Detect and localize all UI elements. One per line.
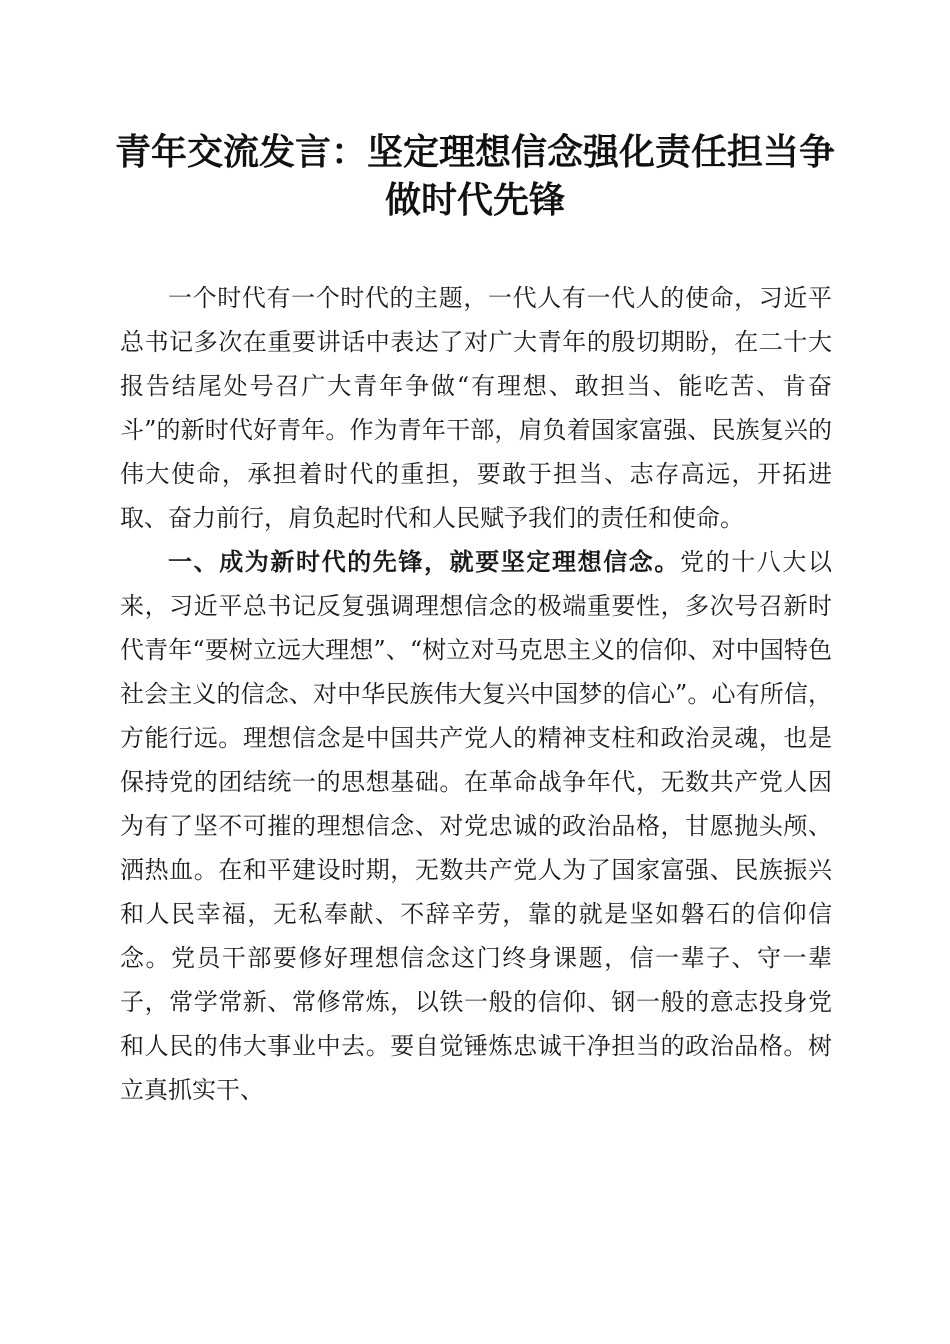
intro-paragraph (120, 276, 832, 540)
section-1-paragraph (120, 540, 832, 1112)
document-body (120, 276, 832, 1112)
document-title (80, 128, 870, 224)
title-line-2: 做时代先锋 (384, 179, 565, 221)
intro-paragraph-text: 一个时代有一个时代的主题，一代人有一代人的使命，习近平总书记多次在重要讲话中表达了对广大青年的殷切期盼，在二十大报告结尾处号召广大青年争做“有理想、敢担当、能吃苦、肯奋斗”的新时代好青年。作为青年干部，肩负着国家富强、民族复兴的伟大使命，承担着时代的重担，要敢于担当、志存高远，开拓进取、奋力前行，肩负起时代和人民赋予我们的责任和使命。 (120, 284, 832, 532)
section-1-text: 党的十八大以来，习近平总书记反复强调理想信念的极端重要性，多次号召新时代青年“要树立远大理想”、“树立对马克思主义的信仰、对中国特色社会主义的信念、对中华民族伟大复兴中国梦的信心”。心有所信，方能行远。理想信念是中国共产党人的精神支柱和政治灵魂，也是保持党的团结统一的思想基础。在革命战争年代，无数共产党人因为有了坚不可摧的理想信念、对党忠诚的政治品格，甘愿抛头颅、洒热血。在和平建设时期，无数共产党人为了国家富强、民族振兴和人民幸福，无私奉献、不辞辛劳，靠的就是坚如磐石的信仰信念。党员干部要修好理想信念这门终身课题，信一辈子、守一辈子，常学常新、常修常炼，以铁一般的信仰、钢一般的意志投身党和人民的伟大事业中去。要自觉锤炼忠诚干净担当的政治品格。树立真抓实干、 (120, 548, 832, 1104)
title-line-1: 青年交流发言：坚定理想信念强化责任担当争 (114, 131, 835, 173)
section-1-heading: 一、成为新时代的先锋，就要坚定理想信念。 (168, 548, 680, 576)
